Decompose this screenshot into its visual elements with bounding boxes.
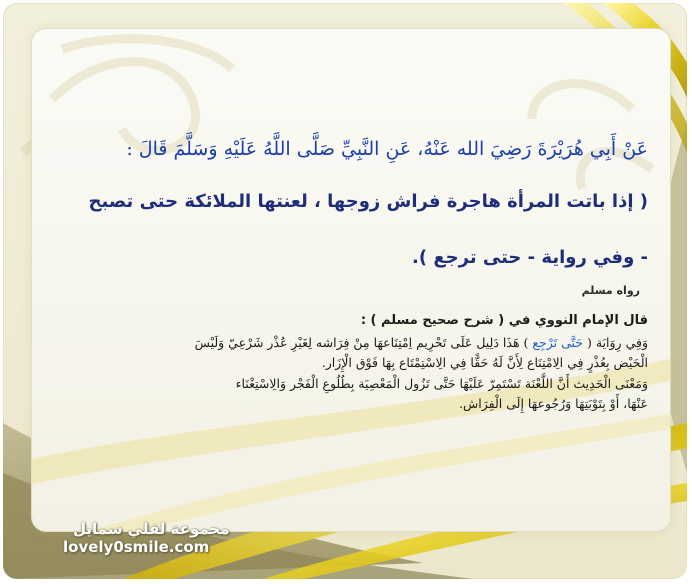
commentary-line-1-start: وَفِي رِوَايَة ( (587, 335, 648, 350)
panel-ornament (32, 29, 670, 531)
commentary-line-3: وَمَعْنَى الْحَدِيث أَنَّ اللَّعْنَة تَسْتَمِرّ عَلَيْهَا حَتَّى تَزُول الْمَعْصِيَة بِطُلُوعِ الْفَجْر وَالِاسْتِغْنَاء (235, 376, 648, 391)
commentary-title: قال الإمام النووي في ( شرح صحيح مسلم ) : (360, 313, 648, 328)
commentary-line-1 (195, 335, 648, 350)
narrator-source: رواه مسلم (581, 284, 640, 297)
commentary-line-2: الْحَيْض بِعُذْرٍ فِي الِامْتِنَاع لِأَنَّ لَهُ حَقًّا فِي الِاسْتِمْتَاع بِهَا فَوْق الْإِزَار. (321, 355, 648, 370)
commentary-line-4: عَنْهَا، أَوْ بِتَوْبَتِهَا وَرُجُوعهَا إِلَى الْفِرَاش. (459, 396, 648, 411)
watermark-url: lovely0smile.com (63, 538, 210, 556)
watermark-arabic: مجموعة لفلي سمايل (73, 520, 230, 538)
hadith-variant: - وفي رواية - حتى ترجع ). (412, 247, 648, 268)
card-frame (3, 3, 687, 579)
commentary-line-1-end: ) هَذَا دَلِيل عَلَى تَحْرِيم اِمْتِنَاعهَا مِنْ فِرَاشه لِغَيْرِ عُذْر شَرْعِيّ وَلَيْسَ (194, 335, 529, 350)
hadith-intro: عَنْ أَبِي هُرَيْرَةَ رَضِيَ الله عَنْهُ، عَنِ النَّبِيِّ صَلَّى اللَّهُ عَلَيْهِ وَسَلَّمَ قَالَ : (126, 138, 648, 160)
commentary-highlight: حَتَّى تَرْجِع (532, 335, 584, 350)
hadith-text: ( إذا باتت المرأة هاجرة فراش زوجها ، لعنتها الملائكة حتى تصبح (88, 191, 648, 212)
content-panel (32, 29, 670, 531)
